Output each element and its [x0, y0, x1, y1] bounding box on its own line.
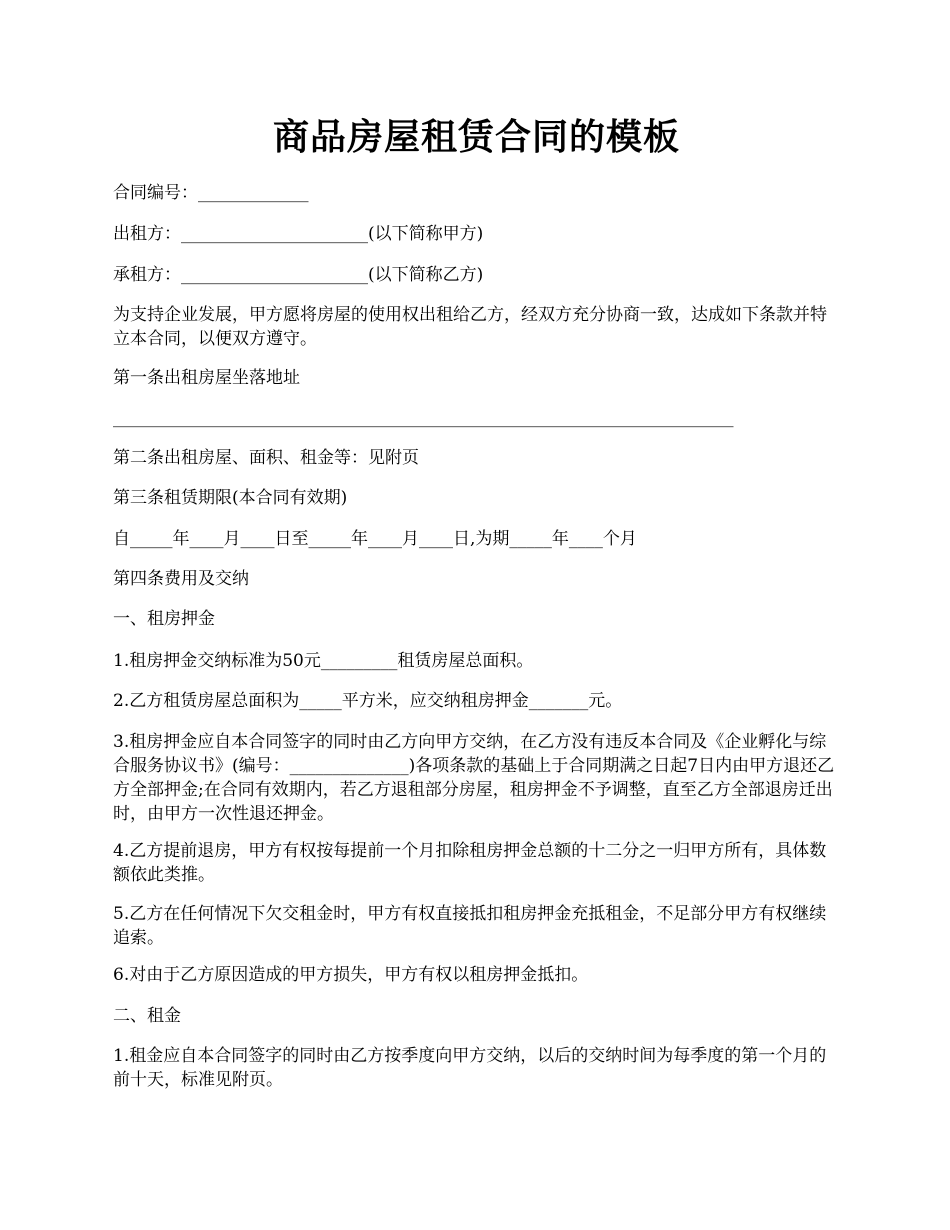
section-deposit-heading: 一、租房押金 — [113, 609, 215, 629]
article-4-heading: 第四条费用及交纳 — [113, 569, 249, 589]
deposit-clause-4: 4.乙方提前退房，甲方有权按每提前一个月扣除租房押金总额的十二分之一归甲方所有，具体数额依此类推。 — [113, 841, 827, 885]
lessor-line: 出租方：______________________(以下简称甲方) — [113, 224, 484, 244]
deposit-clause-6: 6.对由于乙方原因造成的甲方损失，甲方有权以租房押金抵扣。 — [113, 965, 589, 985]
deposit-clause-3: 3.租房押金应自本合同签字的同时由乙方向甲方交纳，在乙方没有违反本合同及《企业孵化与综合服务协议书》(编号：______________)各项条款的基础上于合同期满之日起7日内由甲方退还乙方全部押金;在合同有效期内，若乙方退租部分房屋，租房押金不予调整，直至乙方全部退房迁出时，由甲方一次性退还押金。 — [113, 732, 835, 824]
section-rent-heading: 二、租金 — [113, 1006, 181, 1026]
address-blank-line: _________________________________________________________________________ — [113, 408, 734, 428]
article-2-heading: 第二条出租房屋、面积、租金等：见附页 — [113, 448, 419, 468]
preamble-paragraph: 为支持企业发展，甲方愿将房屋的使用权出租给乙方，经双方充分协商一致，达成如下条款并特立本合同，以便双方遵守。 — [113, 305, 827, 349]
article-1-heading: 第一条出租房屋坐落地址 — [113, 368, 300, 388]
deposit-clause-5: 5.乙方在任何情况下欠交租金时，甲方有权直接抵扣租房押金充抵租金，不足部分甲方有权继续追索。 — [113, 904, 827, 948]
article-3-heading: 第三条租赁期限(本合同有效期) — [113, 488, 348, 508]
lessee-line: 承租方：______________________(以下简称乙方) — [113, 265, 484, 285]
deposit-clause-1: 1.租房押金交纳标准为50元_________租赁房屋总面积。 — [113, 651, 534, 671]
document-title: 商品房屋租赁合同的模板 — [272, 116, 680, 158]
rent-clause-1: 1.租金应自本合同签字的同时由乙方按季度向甲方交纳，以后的交纳时间为每季度的第一个月的前十天，标准见附页。 — [113, 1046, 827, 1090]
deposit-clause-2: 2.乙方租赁房屋总面积为_____平方米，应交纳租房押金_______元。 — [113, 691, 623, 711]
lease-term-line: 自_____年____月____日至_____年____月____日,为期_____年____个月 — [113, 529, 637, 549]
contract-number: 合同编号：_____________ — [113, 183, 309, 203]
